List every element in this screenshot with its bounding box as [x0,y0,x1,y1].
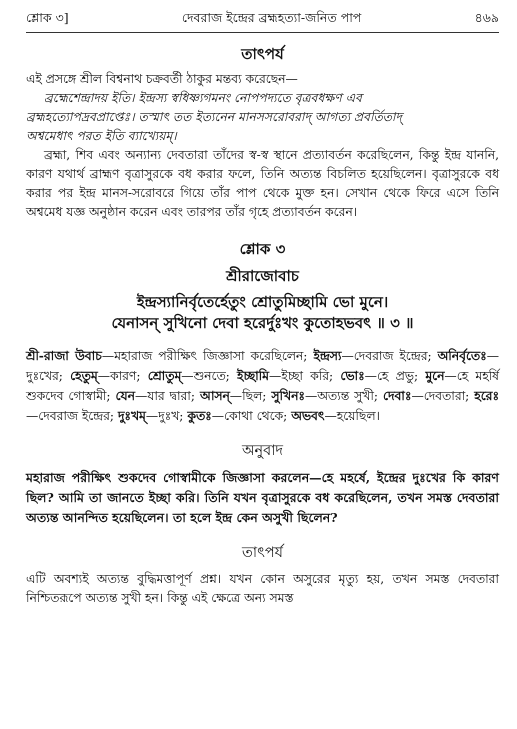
commentary-quote-line-2: ব্রহ্মহত্যোপদ্রবপ্রাপ্তেঃ। তস্মাৎ তত ইত্যনেন মানসসরোবরাদ্ আগত্য প্রবর্তিতাদ্ [26,110,402,124]
commentary-quote-line-1: ব্রহ্মেশেন্দ্রাদয় ইতি। ইন্দ্রস্য স্বধিষ্ণ্যগমনং নোপপদ্যতে বৃত্রবধক্ষণ এব [44,91,362,105]
synonym-word: সুখিনঃ [271,388,305,403]
synonym-word: ইচ্ছামি [237,368,269,383]
page-header [26,10,499,33]
verse-speaker: শ্রীরাজোবাচ [226,267,299,285]
synonym-meaning: হে মহর্ষি শুকদেব গোস্বামী; [26,369,499,403]
synonym-meaning: কোথা থেকে; [224,409,288,423]
verse-line-1: ইন্দ্রস্যানির্বৃতের্হেতুং শ্রোতুমিচ্ছামি ভো মুনে। [136,293,389,311]
synonym-word: অভবৎ [291,408,325,423]
synonym-meaning: ছিল; [242,389,267,403]
purport-heading: তাৎপর্য [241,45,284,63]
synonym-word: ইন্দ্রস্য [313,348,342,363]
synonym-meaning: হয়েছিল। [336,409,380,423]
synonym-word: হেতুম্ [70,368,98,383]
translation-heading: অনুবাদ [241,443,284,459]
synonym-word: মুনে [425,368,445,383]
header-chapter-title: দেবরাজ ইন্দ্রের ব্রহ্মহত্যা-জনিত পাপ [181,10,362,25]
verse-heading: শ্লোক ৩ [239,240,286,258]
synonym-word: আসন্ [199,388,230,403]
synonym-meaning: যার দ্বারা; [147,389,195,403]
word-for-word-synonyms: শ্রী-রাজা উবাচ—মহারাজ পরীক্ষিৎ জিজ্ঞাসা করেছিলেন; ইন্দ্রস্য—দেবরাজ ইন্দ্রের; অনির্বৃতেঃ—দুঃখের; হেতুম্—কারণ; শ্রোতুম্—শুনতে; ইচ্ছামি—ইচ্ছা করি; ভোঃ—হে প্রভু; মুনে—হে মহর্ষি শুকদেব গোস্বামী; যেন—যার দ্বারা; আসন্—ছিল; সুখিনঃ—অত্যন্ত সুখী; দেবাঃ—দেবতারা; হরেঃ—দেবরাজ ইন্দ্রের; দুঃখম্—দুঃখ; কুতঃ—কোথা থেকে; অভবৎ—হয়েছিল। [26,348,500,423]
synonym-meaning: দুঃখের; [26,369,63,383]
purport-heading-2: তাৎপর্য [241,545,284,561]
synonym-word: হরেঃ [474,388,500,403]
commentary-quote-line-3: অশ্বমেধাৎ পরত ইতি ব্যাখ্যেয়ম্। [26,129,177,143]
purport-paragraph: ব্রহ্মা, শিব এবং অন্যান্য দেবতারা তাঁদের স্ব-স্ব স্থানে প্রত্যাবর্তন করেছিলেন, কিন্তু ইন্দ্র যাননি, কারণ যথার্থ ব্রাহ্মণ বৃত্রাসুরকে বধ করার ফলে, তিনি অত্যন্ত বিচলিত হয়েছিলেন। বৃত্রাসুরকে বধ করার পর ইন্দ্র মানস-সরোবরে গিয়ে তাঁর পাপ থেকে মুক্ত হন। সেখান থেকে ফিরে এসে তিনি অশ্বমেধ যজ্ঞ অনুষ্ঠান করেন এবং তারপর তাঁর গৃহে প্রত্যাবর্তন করেন। [26,148,499,219]
synonym-meaning: দেবরাজ ইন্দ্রের; [353,349,432,363]
synonym-meaning: মহারাজ পরীক্ষিৎ জিজ্ঞাসা করেছিলেন; [114,349,308,363]
synonym-word: শ্রী-রাজা উবাচ [26,348,102,363]
synonym-word: কুতঃ [187,408,212,423]
synonym-meaning: অত্যন্ত সুখী; [317,389,379,403]
purport-intro: এই প্রসঙ্গে শ্রীল বিশ্বনাথ চক্রবর্তী ঠাকুর মন্তব্য করেছেন— [26,72,298,86]
synonym-meaning: দুঃখ; [158,409,184,423]
page-number: ৪৬৯ [474,10,499,25]
synonym-word: ভোঃ [340,368,365,383]
synonym-meaning: শুনতে; [193,369,230,383]
verse-line-2: যেনাসন্ সুখিনো দেবা হরের্দুঃখং কুতোহভবৎ ॥ ৩ ॥ [111,314,414,332]
synonym-meaning: কারণ; [109,369,141,383]
header-verse-ref: শ্লোক ৩] [26,10,69,25]
translation-text: মহারাজ পরীক্ষিৎ শুকদেব গোস্বামীকে জিজ্ঞাসা করলেন—হে মহর্ষে, ইন্দ্রের দুঃখের কি কারণ ছিল? আমি তা জানতে ইচ্ছা করি। তিনি যখন বৃত্রাসুরকে বধ করেছিলেন, তখন সমস্ত দেবতারা অত্যন্ত আনন্দিত হয়েছিলেন। তা হলে ইন্দ্র কেন অসুখী ছিলেন? [26,470,499,525]
synonym-word: যেন [115,388,135,403]
synonym-word: দুঃখম্ [117,408,146,423]
synonym-word: শ্রোতুম্ [147,368,182,383]
synonym-meaning: দেবতারা; [423,389,470,403]
synonym-word: দেবাঃ [383,388,412,403]
synonym-meaning: দেবরাজ ইন্দ্রের; [38,409,115,423]
purport-2-text: এটি অবশ্যই অত্যন্ত বুদ্ধিমত্তাপূর্ণ প্রশ্ন। যখন কোন অসুরের মৃত্যু হয়, তখন সমস্ত দেবতারা নিশ্চিতরূপে অত্যন্ত সুখী হন। কিন্তু এই ক্ষেত্রে অন্য সমস্ত [26,572,499,605]
synonym-meaning: হে প্রভু; [376,369,419,383]
synonym-word: অনির্বৃতেঃ [437,348,487,363]
synonym-meaning: ইচ্ছা করি; [281,369,334,383]
